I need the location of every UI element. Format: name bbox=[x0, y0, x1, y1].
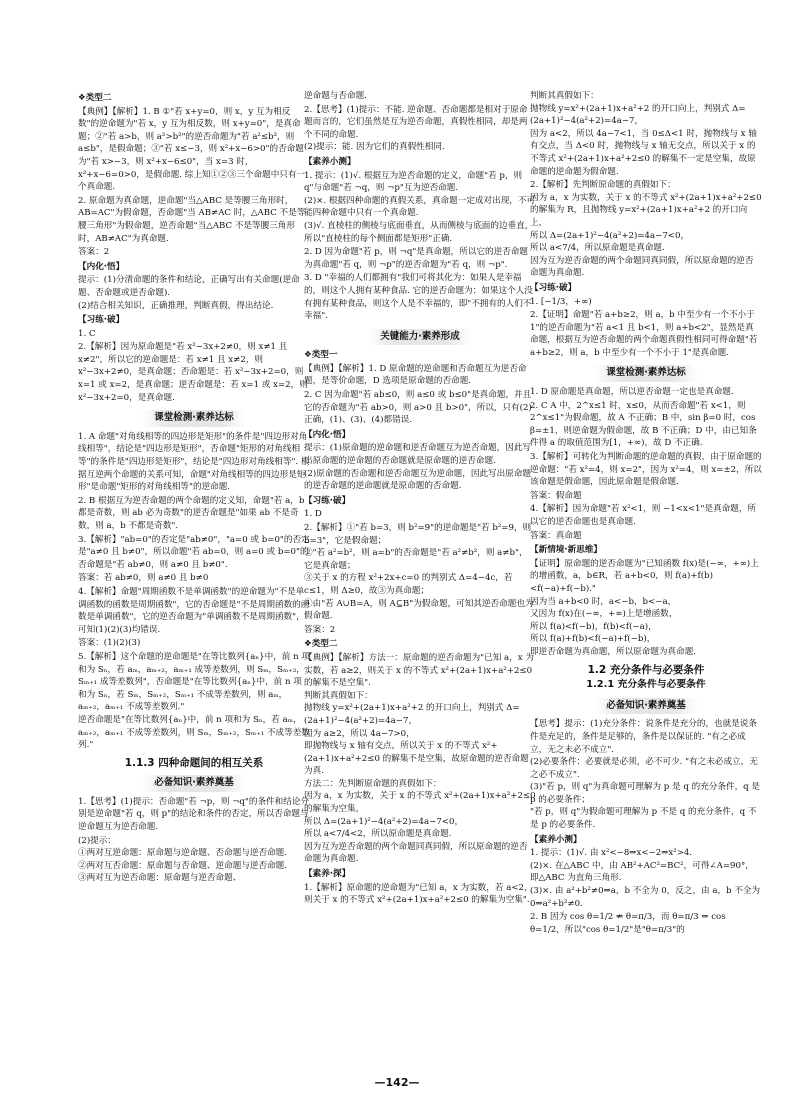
solution-item: 判断其真假如下： 抛物线 y=x²+(2a+1)x+a²+2 的开口向上，判别式 Δ=(2a+1)²−4(a²+2)=4a−7， 因为 a<2，所以 4a−7<1，当 0≤Δ<1 时，抛物线与 x 轴有交点，当 Δ<0 时，抛物线与 x 轴无交点，所以关于 x 的不等式 x²+(2a+1)x+a²+2≤0 的解集不一定是空集，故原命题的逆命题为假命题. bbox=[530, 91, 757, 177]
section-title: 1.1.3 四种命题间的相互关系 bbox=[124, 756, 264, 769]
solution-item: 2.【证明】命题"若 a+b≥2，则 a，b 中至少有一个不小于 1"的逆否命题为"若 a<1 且 b<1，则 a+b<2"，显然是真命题，根据互为逆否命题的两个命题真假性相同可得命题"若 a+b≥2，则 a，b 中至少有一个不小于 1"是真命题. bbox=[530, 310, 758, 358]
solution-item: 2. 原命题为真命题，逆命题"当△ABC 是等腰三角形时，AB=AC"为假命题，否命题"当 AB≠AC 时，△ABC 不是等腰三角形"为假命题，逆否命题"当△ABC 不是等腰三角形时，AB≠AC"为真命题. bbox=[78, 195, 306, 244]
section-label: 【素养小测】 bbox=[304, 156, 356, 167]
answer-line: 答案：若 ab≠0，则 a≠0 且 b≠0 bbox=[78, 573, 209, 584]
section-label: 【素养小测】 bbox=[530, 834, 582, 845]
section-title: 1.2 充分条件与必要条件 bbox=[587, 663, 705, 676]
solution-item: 2. C A 中，2^x≤1 时，x≤0，从而否命题"若 x<1，则 2^x≤1"为假命题，故 A 不正确；B 中，sin β=0 时，cos β=±1，则逆命题为假命题，故 B 不正确；D 中，由已知条件得 a 的取值范围为[1，+∞)，故 D 不正确. bbox=[530, 400, 757, 449]
solution-item: (2)提示： ①两对互逆命题：原命题与逆命题、否命题与逆否命题. ②两对互否命题：原命题与否命题、逆命题与逆否命题. ③两对互为逆否命题：原命题与逆否命题、 bbox=[78, 835, 287, 884]
answer-line: 答案：2 bbox=[304, 624, 336, 635]
column-right bbox=[530, 90, 762, 937]
section-banner: 课堂检测·素养达标 bbox=[530, 365, 762, 382]
hint-text: 提示：(1)原命题的逆命题和逆否命题互为逆否命题，因此写出原命题的逆命题的否命题就是原命题的逆否命题. (2)原命题的否命题和逆否命题互为逆命题，因此写出原命题的逆否命题的逆命题就是原命题的否命题. bbox=[304, 443, 532, 492]
solution-item: 2.【思考】(1)提示：不能. 逆命题、否命题都是相对于原命题而言的，它们虽然是互为逆否命题，真假性相同，却是两个不同的命题. (2)提示：能. 因为它们的真假性相同. bbox=[304, 104, 528, 153]
hint-text: 提示：(1)分清命题的条件和结论，正确写出有关命题(逆命题、否命题或逆否命题). (2)结合相关知识，正确推理，判断真假，得出结论. bbox=[78, 275, 300, 311]
answer-line: 答案：真命题 bbox=[530, 530, 582, 541]
solution-item: 2.【解析】①"若 b=3，则 b²=9"的逆命题是"若 b²=9，则 b=3"，它是假命题； ②"若 a²=b²，则 a=b"的否命题是"若 a²≠b²，则 a≠b"，它是真命题； ③关于 x 的方程 x²+2x+c=0 的判别式 Δ=4−4c，若 c≤1，则 Δ≥0，故③为真命题； ④由"若 A∪B=A，则 A⊆B"为假命题，可知其逆否命题也为假命题. bbox=[304, 523, 534, 622]
solution-item: 3. D "幸福的人们都拥有"我们可将其化为：如果人是幸福的，则这个人拥有某种食品. 它的逆否命题为：如果这个人没有拥有某种食品，则这个人是不幸福的，即"不拥有的人们不幸福". bbox=[304, 273, 533, 322]
solution-item: 3.【解析】可转化为判断命题的逆命题的真假，由于原命题的逆命题："若 x²=4，则 x=2"，因为 x²=4，则 x=±2，所以该命题是假命题，因此原命题是假命题. bbox=[530, 452, 762, 488]
section-label: 【新情境·新思维】 bbox=[530, 545, 603, 556]
section-banner: 关键能力·素养形成 bbox=[304, 329, 536, 346]
section-banner: 课堂检测·素养达标 bbox=[78, 410, 310, 427]
solution-item: 4.【解析】因为命题"若 x²<1，则 −1<x<1"是真命题，所以它的逆否命题也是真命题. bbox=[530, 504, 757, 527]
page-number: —142— bbox=[374, 1076, 420, 1089]
section-label: 【习练·破】 bbox=[304, 495, 351, 506]
solution-item: 1. D 原命题是真命题，所以逆否命题一定也是真命题. bbox=[530, 387, 734, 398]
section-label: 【习练·破】 bbox=[530, 282, 577, 293]
answer-line: 答案：假命题 bbox=[530, 490, 582, 501]
type-heading: ❖类型一 bbox=[304, 350, 338, 361]
solution-item: 2. B 因为 cos θ=1/2 ⇏ θ=π/3，而 θ=π/3 ⇒ cos θ=1/2，所以"cos θ=1/2"是"θ=π/3"的 bbox=[530, 912, 726, 935]
solution-item: 1.【解析】原命题的逆命题为"已知 a，x 为实数，若 a<2，则关于 x 的不等式 x²+(2a+1)x+a²+2≤0 的解集为空集". bbox=[304, 882, 533, 906]
answer-line: 答案：2 bbox=[78, 247, 110, 258]
answer-line: 答案：(1)(2)(3) bbox=[78, 638, 141, 649]
solution-item: 4.【解析】命题"周期函数不是单调函数"的逆命题为"不是单调函数的函数是周期函数"，它的否命题是"不是周期函数的函数是单调函数"，它的逆否命题为"单调函数不是周期函数"，可知(1)(2)(3)均错误. bbox=[78, 586, 310, 635]
example-solution: 【典例】【解析】方法一：原命题的逆否命题为"已知 a，x 为实数，若 a≥2，则关于 x 的不等式 x²+(2a+1)x+a²+2≤0 的解集不是空集". 判断其真假如下： 抛物线 y=x²+(2a+1)x+a²+2 的开口向上，判别式 Δ=(2a+1)²−4(a²+2)=4a−7， 因为 a≥2，所以 4a−7>0， 即抛物线与 x 轴有交点，所以关于 x 的不等式 x²+(2a+1)x+a²+2≤0 的解集不是空集，故原命题的逆否命题为真. 方法二：先判断原命题的真假如下： 因为 a，x 为实数，关于 x 的不等式 x²+(2a+1)x+a²+2≤0 的解集为空集， 所以 Δ=(2a+1)²−4(a²+2)=4a−7<0， 所以 a<7/4<2，所以原命题是真命题. 因为互为逆否命题的两个命题同真同假，所以原命题的逆否命题为真命题. bbox=[304, 652, 536, 865]
section-banner: 必备知识·素养奠基 bbox=[530, 698, 762, 715]
solution-item: 2. B 根据互为逆否命题的两个命题的定义知，命题"若 a，b 都是奇数，则 ab 必为奇数"的逆否命题是"如果 ab 不是奇数，则 a，b 不都是奇数". bbox=[78, 495, 305, 531]
solution-item: 2. C 因为命题"若 ab≤0，则 a≤0 或 b≤0"是真命题，并且它的否命题为"若 ab>0，则 a>0 且 b>0"，所以，只有(2)正确，(1)、(3)、(4)都错误. bbox=[304, 390, 532, 426]
section-label: 【素养·探】 bbox=[304, 869, 351, 880]
solution-item: 2. D 因为命题"若 p，则 ¬q"是真命题，所以它的逆否命题为真命题"若 q，则 ¬p"的逆否命题为"若 q，则 ¬p". bbox=[304, 247, 529, 270]
subsection-title: 1.2.1 充分条件与必要条件 bbox=[586, 679, 706, 691]
answer-line: 1. C bbox=[78, 328, 96, 339]
solution-item: 2.【解析】因为原命题是"若 x²−3x+2≠0，则 x≠1 且 x≠2"，所以它的逆命题是：若 x≠1 且 x≠2，则 x²−3x+2≠0，是真命题；否命题是：若 x²−3x+2=0，则 x=1 或 x=2，是真命题；逆否命题是：若 x=1 或 x=2，则 x²−3x+2=0，是真命题. bbox=[78, 342, 308, 403]
example-solution: 【典例】【解析】1. B ①"若 x+y=0，则 x，y 互为相反数"的逆命题为"若 x，y 互为相反数，则 x+y=0"，是真命题；②"若 a>b，则 a²>b²"的逆否命题为"若 a²≤b²，则 a≤b"，是假命题；③"若 x≤−3，则 x²+x−6>0"的否命题为"若 x>−3，则 x²+x−6≤0"，当 x=3 时，x²+x−6=0>0，是假命题. 综上知①②③三个命题中只有一个真命题. bbox=[78, 106, 306, 193]
hint-text: 【思考】提示：(1)充分条件：说条件是充分的，也就是说条件是充足的，条件是足够的，条件是以保证的. "有之必成立，无之未必不成立". (2)必要条件：必要就是必须，必不可少. "有之未必成立，无之必不成立". (3)"若 p，则 q"为真命题可理解为 p 是 q 的充分条件，q 是 p 的必要条件； "若 p，则 q"为假命题可理解为 p 不是 q 的充分条件，q 不是 p 的必要条件. bbox=[530, 719, 760, 831]
type-heading: ❖类型二 bbox=[304, 639, 338, 650]
solution-item: 2.【解析】先判断原命题的真假如下： 因为 a，x 为实数，关于 x 的不等式 x²+(2a+1)x+a²+2≤0 的解集为 R，且抛物线 y=x²+(2a+1)x+a²+2 的开口向上， 所以 Δ=(2a+1)²−4(a²+2)=4a−7<0， 所以 a<7/4，所以原命题是真命题. 因为互为逆否命题的两个命题同真同假，所以原命题的逆否命题为真命题. bbox=[530, 180, 762, 279]
column-left bbox=[78, 90, 310, 886]
solution-item: 1. 提示：(1)√. 根据互为逆否命题的定义，命题"若 p，则 q"与命题"若 ¬q，则 ¬p"互为逆否命题. (2)×. 根据四种命题的真假关系，真命题一定成对出现，不可能四种命题中只有一个真命题. (3)√. 直棱柱的侧棱与底面垂直，从而侧棱与底面的边垂直，所以"直棱柱的每个侧面都是矩形"正确. bbox=[304, 170, 536, 244]
column-middle bbox=[304, 90, 536, 908]
example-solution: 【典例】【解析】1. D 原命题的逆命题和否命题互为逆否命题，是等价命题，D 选项是原命题的否命题. bbox=[304, 363, 527, 387]
section-label: 【内化·悟】 bbox=[304, 429, 351, 440]
solution-item: 1.【思考】(1)提示：否命题"若 ¬p，则 ¬q"的条件和结论分别是逆命题"若 q，则 p"的结论和条件的否定，所以否命题与逆命题互为逆否命题. bbox=[78, 796, 310, 833]
type-heading: ❖类型二 bbox=[78, 93, 112, 103]
solution-item: 逆命题与否命题. bbox=[304, 91, 367, 101]
solution-item: 1. A 命题"对角线相等的四边形是矩形"的条件是"四边形对角线相等"，结论是"四边形是矩形"，否命题"矩形的对角线相等"的条件是"四边形是矩形"，结论是"四边形对角线相等". 根据互逆两个命题的关系可知，命题"对角线相等的四边形是矩形"是命题"矩形的对角线相等"的逆命题. bbox=[78, 431, 310, 493]
solution-item: 3.【解析】"ab=0"的否定是"ab≠0"，"a=0 或 b=0"的否定是"a≠0 且 b≠0"，所以命题"若 ab=0，则 a=0 或 b=0"的否命题是"若 ab≠0，则 a≠0 且 b≠0". bbox=[78, 534, 310, 570]
section-label: 【习练·破】 bbox=[78, 315, 125, 326]
section-label: 【内化·悟】 bbox=[78, 261, 125, 272]
answer-line: 1. D bbox=[304, 509, 322, 520]
proof-text: 【证明】原命题的逆否命题为"已知函数 f(x)是(−∞，+∞)上的增函数，a，b∈R，若 a+b<0，则 f(a)+f(b)<f(−a)+f(−b)." 因为当 a+b<0 时，a<−b，b<−a， 又因为 f(x)在(−∞，+∞)上是增函数， 所以 f(a)<f(−b)，f(b)<f(−a)， 所以 f(a)+f(b)<f(−a)+f(−b)， 即逆否命题为真命题，所以原命题为真命题. bbox=[530, 558, 759, 657]
solution-item: 5.【解析】这个命题的逆命题是"在等比数列{aₙ}中，前 n 项和为 Sₙ，若 aₘ，aₘ₊₂，aₘ₊₁ 成等差数列，则 Sₘ，Sₘ₊₂，Sₘ₊₁ 成等差数列"，否命题是"在等比数列{aₙ}中，前 n 项和为 Sₙ，若 Sₘ，Sₘ₊₂，Sₘ₊₁ 不成等差数列，则 aₘ，aₘ₊₂，aₘ₊₁ 不成等差数列." 逆否命题是"在等比数列{aₙ}中，前 n 项和为 Sₙ，若 aₘ，aₘ₊₂，aₘ₊₁ 不成等差数列，则 Sₘ，Sₘ₊₂，Sₘ₊₁ 不成等差数列." bbox=[78, 651, 310, 751]
section-banner: 必备知识·素养奠基 bbox=[78, 775, 310, 792]
answer-line: 1. [−1/3，+∞) bbox=[530, 296, 592, 307]
solution-item: 1. 提示：(1)√. 由 x²<−8⇒x<−2⇒x²>4. (2)×. 在△ABC 中，由 AB²+AC²=BC²，可得∠A=90°，即△ABC 为直角三角形. (3)×. 由 a²+b²≠0⇒a，b 不全为 0，反之，由 a，b 不全为 0⇒a²+b²≠0. bbox=[530, 848, 761, 909]
